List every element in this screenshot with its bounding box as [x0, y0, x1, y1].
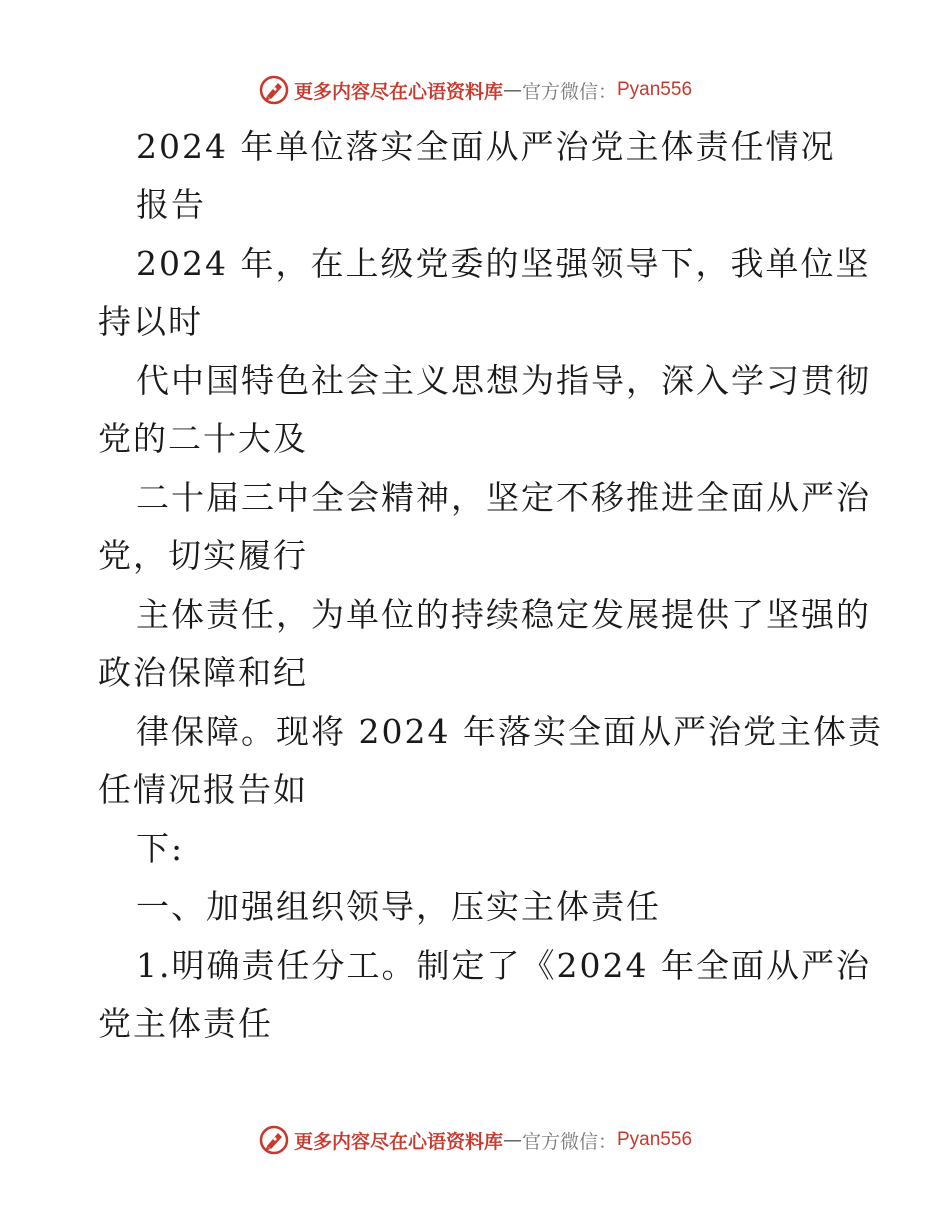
banner-wechat-id: Pyan556: [617, 79, 693, 100]
banner-brand-text: 更多内容尽在心语资料库: [293, 1130, 503, 1153]
footer-watermark-banner: [0, 1120, 950, 1160]
paragraph-line: 党，切实履行: [98, 536, 308, 575]
section-heading: 一、加强组织领导，压实主体责任: [136, 887, 661, 926]
paragraph-line: 1.明确责任分工。制定了《2024 年全面从严治: [136, 946, 871, 985]
paragraph-line: 政治保障和纪: [98, 653, 308, 692]
banner-separator: —: [502, 79, 522, 101]
banner-wechat-id: Pyan556: [617, 1129, 693, 1150]
header-watermark-banner: [0, 70, 950, 110]
paragraph-line: 代中国特色社会主义思想为指导，深入学习贯彻: [136, 361, 871, 400]
document-title-line-2: 报告: [136, 185, 206, 224]
banner-brand-text: 更多内容尽在心语资料库: [293, 80, 503, 103]
paragraph-line: 二十届三中全会精神，坚定不移推进全面从严治: [136, 478, 871, 517]
paragraph-line: 任情况报告如: [98, 770, 308, 809]
paragraph-line: 党的二十大及: [98, 419, 308, 458]
document-title-line-1: 2024 年单位落实全面从严治党主体责任情况: [136, 127, 836, 166]
pen-nib-logo-icon: [258, 74, 290, 106]
banner-separator: —: [502, 1129, 522, 1151]
paragraph-line: 律保障。现将 2024 年落实全面从严治党主体责: [136, 712, 883, 751]
paragraph-line: 持以时: [98, 302, 203, 341]
banner-official-label: 官方微信：: [521, 1130, 617, 1153]
paragraph-line: 下:: [136, 829, 185, 868]
paragraph-line: 2024 年，在上级党委的坚强领导下，我单位坚: [136, 244, 871, 283]
pen-nib-logo-icon: [258, 1124, 290, 1156]
paragraph-line: 党主体责任: [98, 1004, 273, 1043]
paragraph-line: 主体责任，为单位的持续稳定发展提供了坚强的: [136, 595, 871, 634]
banner-official-label: 官方微信：: [521, 80, 617, 103]
